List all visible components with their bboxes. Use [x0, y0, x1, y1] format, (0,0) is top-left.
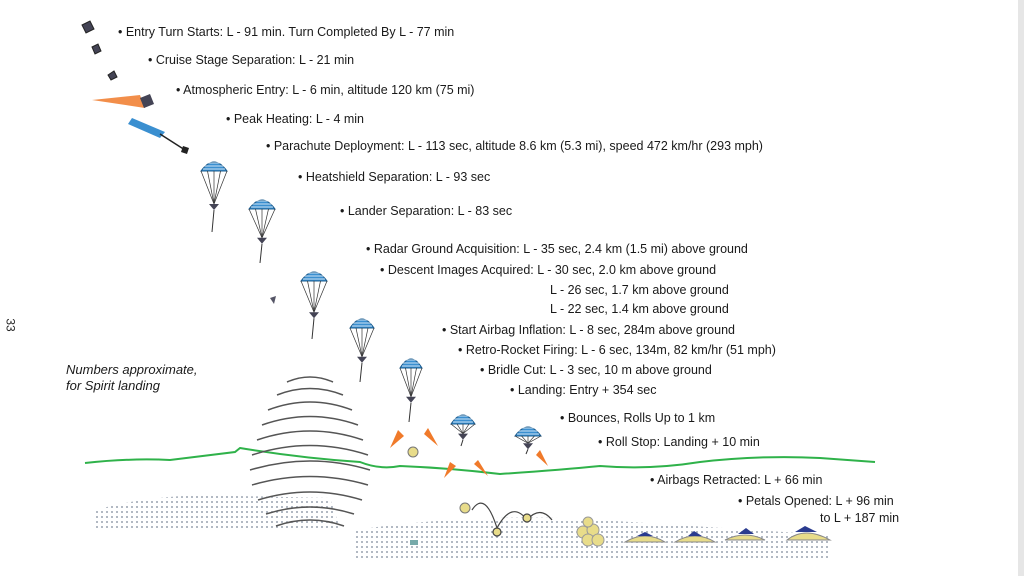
- event-retro-rocket: • Retro-Rocket Firing: L - 6 sec, 134m, 82 km/hr (51 mph): [458, 343, 776, 357]
- event-parachute-deployment: • Parachute Deployment: L - 113 sec, altitude 8.6 km (5.3 mi), speed 472 km/hr (293 mph): [266, 139, 763, 153]
- event-petals-opened-2: to L + 187 min: [820, 511, 900, 525]
- event-airbag-inflation: • Start Airbag Inflation: L - 8 sec, 284m above ground: [442, 323, 735, 337]
- approximation-note-line1: Numbers approximate,: [66, 362, 198, 377]
- parachute-5: [400, 359, 422, 422]
- debris: [410, 540, 418, 545]
- event-peak-heating: • Peak Heating: L - 4 min: [226, 112, 365, 126]
- event-airbags-retracted: • Airbags Retracted: L + 66 min: [650, 473, 823, 487]
- event-radar-acquisition: • Radar Ground Acquisition: L - 35 sec, 2.4 km (1.5 mi) above ground: [366, 242, 748, 256]
- entry-capsule: [92, 94, 154, 108]
- peak-heating-capsule: [128, 118, 189, 154]
- event-cruise-separation: • Cruise Stage Separation: L - 21 min: [148, 53, 355, 67]
- cruise-spacecraft: [82, 21, 117, 80]
- parachute-4: [350, 319, 374, 382]
- event-petals-opened: • Petals Opened: L + 96 min: [738, 494, 894, 508]
- parachute-3: [301, 272, 327, 339]
- event-descent-images: • Descent Images Acquired: L - 30 sec, 2.0 km above ground: [380, 263, 717, 277]
- event-landing: • Landing: Entry + 354 sec: [510, 383, 657, 397]
- parachute-6: [451, 415, 475, 446]
- event-lander-separation: • Lander Separation: L - 83 sec: [340, 204, 513, 218]
- event-roll-stop: • Roll Stop: Landing + 10 min: [598, 435, 760, 449]
- approximation-note-line2: for Spirit landing: [66, 378, 160, 393]
- event-heatshield-separation: • Heatshield Separation: L - 93 sec: [298, 170, 491, 184]
- event-atmospheric-entry: • Atmospheric Entry: L - 6 min, altitude 120 km (75 mi): [176, 83, 475, 97]
- parachute-1: [201, 162, 227, 232]
- ground-line: [85, 448, 875, 474]
- event-bridle-cut: • Bridle Cut: L - 3 sec, 10 m above ground: [480, 363, 712, 377]
- event-descent-images-3: L - 22 sec, 1.4 km above ground: [550, 302, 729, 316]
- event-descent-images-2: L - 26 sec, 1.7 km above ground: [550, 283, 729, 297]
- page-number: 33: [3, 318, 18, 332]
- event-bounces: • Bounces, Rolls Up to 1 km: [560, 411, 716, 425]
- parachute-7: [515, 427, 541, 454]
- heatshield-fragments: [270, 296, 276, 304]
- airbag-lander: [408, 447, 470, 513]
- event-entry-turn: • Entry Turn Starts: L - 91 min. Turn Completed By L - 77 min: [118, 25, 455, 39]
- parachute-2: [249, 200, 275, 263]
